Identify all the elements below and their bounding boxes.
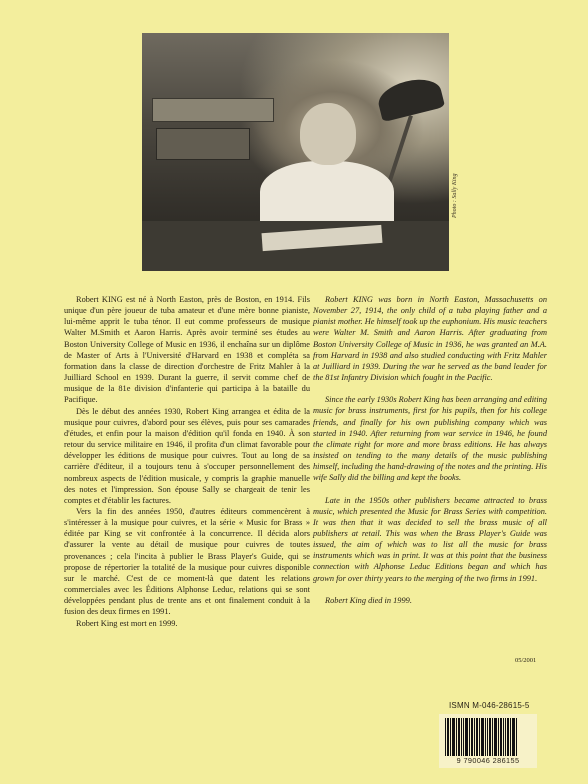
english-paragraph-2: Since the early 1930s Robert King has been arranging and editing music for brass instruments, first for his pupils, then for his college friends, and finally for his own publishing company which was started in 1940. After returning from war service in 1946, he found the climate right for more and more brass editions. He has always insisted on tending to the many details of the music publishing himself, including the hand-drawing of the notes and the printing. His wife Sally did the billing and kept the books. xyxy=(313,395,548,483)
ismn-number: ISMN M-046-28615-5 xyxy=(449,701,530,710)
french-paragraph-1: Robert KING est né à North Easton, près de Boston, en 1914. Fils unique d'un père joueur de tuba amateur et d'une mère bonne pianiste, lui-même apprit le tuba ténor. Il eut comme professeurs de musique Walter M.Smith et Aaron Harris. Après avoir terminé ses études au Boston University College of Music en 1936, il enchaîna sur un diplôme de Master of Arts à l'Université d'Harvard en 1938 et compléta sa formation dans la classe de direction d'orchestre de Fritz Mahler à la Juilliard School en 1939. Durant la guerre, il servit comme chef de musique de la 81e division d'infanterie qui participa à la bataille du Pacifique. xyxy=(64,295,310,405)
french-paragraph-4: Robert King est mort en 1999. xyxy=(76,618,178,628)
english-paragraph-1: Robert KING was born in North Easton, Massachusetts on November 27, 1914, the only child of a tuba playing father and a pianist mother. He himself took up the euphonium. His music teachers were Walter M. Smith and Aaron Harris. After graduating from Boston University College of Music in 1936, he was granted an M.A. from Harvard in 1938 and also studied conducting with Fritz Mahler at Juilliard in 1939. During the war he served as the band leader for the 81st Infantry Division which fought in the Pacific. xyxy=(313,295,547,383)
barcode-number: 9 790046 286155 xyxy=(456,756,520,765)
english-paragraph-3: Late in the 1950s other publishers became attracted to brass music, which presented the Music for Brass Series with competition. It was then that it was decided to sell the brass music of all publishers at retail. This was when the Brass Player's Guide was issued, the aim of which was to list all the music for brass instruments which was in print. It was at this point that the business connection with Alphonse Leduc Editions began and which has grown for over thirty years to the merging of the two firms in 1991. xyxy=(313,495,547,583)
photo-credit: Photo : Sally King xyxy=(452,173,458,218)
background-radio xyxy=(156,128,250,160)
background-shelf xyxy=(152,98,274,122)
print-date: 05/2001 xyxy=(515,657,537,664)
english-paragraph-4: Robert King died in 1999. xyxy=(325,595,412,605)
french-biography xyxy=(64,294,310,629)
french-paragraph-2: Dès le début des années 1930, Robert King arrangea et édita de la musique pour cuivres, d'abord pour ses élèves, puis pour ses camarades d'études, et enfin pour la maison d'édition qu'il fonda en 1940. À son retour du service militaire en 1946, il profita d'un climat favorable pour développer les éditions de musique pour cuivres. Tout au long de sa carrière d'éditeur, il a toujours tenu à s'occuper personnellement des nombreux aspects de l'édition musicale, y compris la graphie manuelle des notes et l'impression. Son épouse Sally se chargeait de tenir les comptes et d'établir les factures. xyxy=(64,406,310,505)
french-paragraph-3: Vers la fin des années 1950, d'autres éditeurs commencèrent à s'intéresser à la musique pour cuivres, et la série « Music for Brass » éditée par King se vit confrontée à la concurrence. Il décida alors d'assurer la vente au détail de musique pour cuivres de toutes provenances ; cela l'incita à publier le Brass Player's Guide, qui se propose de répertorier la totalité de la musique pour cuivres disponible sur le marché. C'est de ce moment-là que datent les relations commerciales avec les Éditions Alphonse Leduc, relations qui se sont développées pendant plus de trente ans et ont finalement conduit à la fusion des deux firmes en 1991. xyxy=(64,506,310,617)
english-biography xyxy=(313,294,547,606)
portrait-photo xyxy=(142,33,449,271)
barcode xyxy=(445,718,533,756)
man-head xyxy=(300,103,356,165)
